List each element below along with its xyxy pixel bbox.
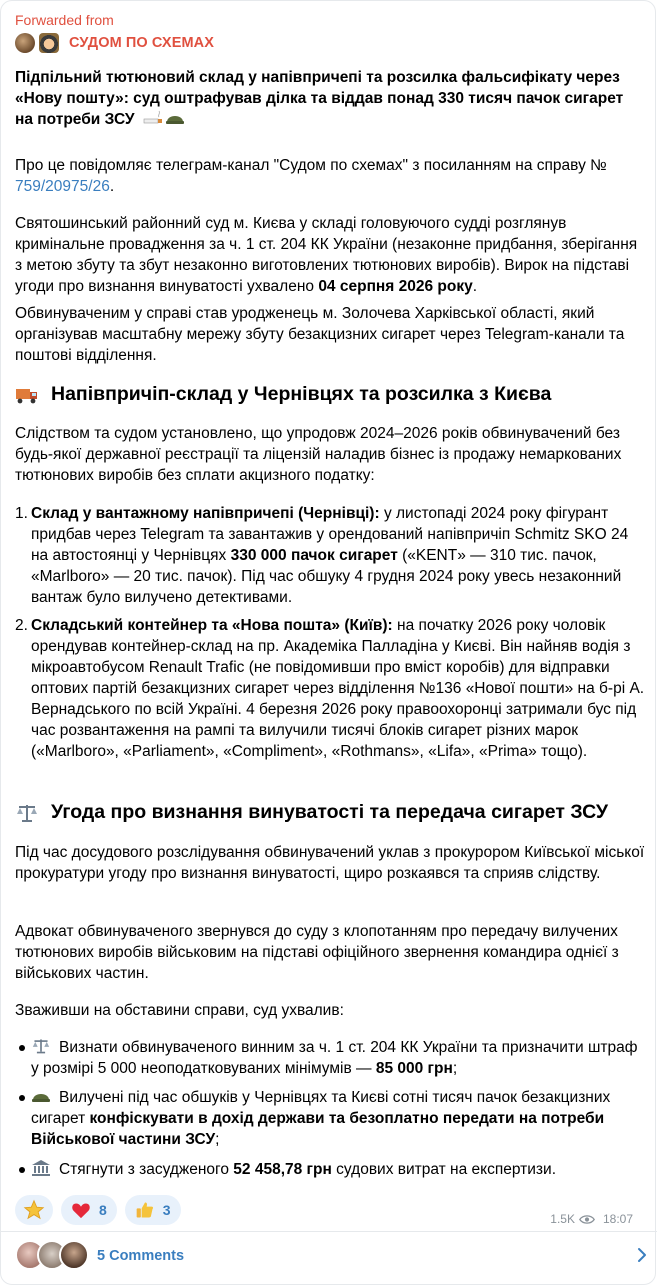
bullet-dot [19, 1095, 25, 1101]
comments-label: 5 Comments [97, 1248, 185, 1264]
eye-icon [579, 1214, 595, 1225]
bullet-bold: 52 458,78 грн [233, 1161, 332, 1178]
divider [1, 1231, 657, 1232]
chevron-right-icon [637, 1247, 647, 1268]
bullet-dot [19, 1167, 25, 1173]
bullet-bold: 85 000 грн [375, 1060, 453, 1077]
list-item-number: 1. [15, 505, 28, 522]
court-date: 04 серпня 2026 року [318, 278, 473, 295]
list-item [15, 1159, 645, 1180]
scales-icon [15, 802, 39, 824]
forwarded-label: Forwarded from [15, 12, 114, 28]
reaction-heart[interactable] [61, 1195, 117, 1225]
view-count: 1.5K [550, 1212, 575, 1226]
ruling-intro: Зваживши на обставини справи, суд ухвалив: [15, 1002, 344, 1019]
list-item-heading: Складський контейнер та «Нова пошта» (Київ): [31, 617, 393, 634]
list-item-bold: 330 000 пачок сигарет [230, 547, 398, 564]
list-item [15, 615, 645, 762]
reaction-count: 8 [99, 1202, 107, 1218]
bullet-text-end: ; [215, 1131, 220, 1148]
bullet-dot [19, 1045, 25, 1051]
truck-icon [15, 384, 39, 406]
message-time: 18:07 [602, 1212, 633, 1226]
detective-icon [39, 33, 59, 53]
reaction-star[interactable] [15, 1195, 53, 1225]
case-link[interactable]: 759/20975/26 [15, 178, 110, 195]
cookie-icon [15, 33, 35, 53]
section2-heading [15, 801, 608, 824]
list-item-heading: Склад у вантажному напівпричепі (Чернівці): [31, 505, 380, 522]
message-content [15, 11, 645, 1178]
forwarded-source-name[interactable]: СУДОМ ПО СХЕМАХ [69, 35, 214, 51]
bullet-text-end: ; [452, 1060, 458, 1077]
avatar [59, 1240, 89, 1270]
bank-icon [31, 1159, 51, 1177]
list-item-text-end: («KENT» — 310 тис. пачок, «Marlboro» — 20 тис. пачок). Під час обшуку 4 грудня 2024 року увесь незаконний вантаж було вилучено детективами. [31, 547, 622, 606]
cigarette-icon [143, 109, 163, 127]
list-item-number: 2. [15, 617, 28, 634]
intro-text: Про це повідомляє телеграм-канал "Судом по схемах" з посиланням на справу № [15, 157, 607, 174]
list-item-text: на початку 2026 року чоловік орендував контейнер-склад на пр. Академіка Палладіна у Києві. Він найняв водія з мікроавтобусом Renault Trafic (не повідомивши про вміст коробів) для відправки оптових партій безакцизних сигарет через відділення №136 «Нової пошти» на б-рі А. Вернадського по всій Україні. 4 березня 2026 року правоохоронці затримали бус під час розвантаження на рампі та вилучили тисячі блоків сигарет різних марок («Marlboro», «Parliament», «Compliment», «Rothmans», «Lifa», «Prima» тощо). [31, 617, 645, 760]
comments-button[interactable] [15, 1239, 653, 1273]
thumbs-up-icon [135, 1200, 155, 1220]
accused-paragraph: Обвинуваченим у справі став уродженець м. Золочева Харківської області, який організував масштабну мережу збуту безакцизних сигарет через Telegram-канали та поштові відділення. [15, 305, 625, 364]
commenter-avatars [15, 1240, 89, 1272]
court-paragraph [15, 213, 645, 297]
list-item [15, 503, 645, 608]
heart-icon [71, 1201, 91, 1219]
bullet-text: Вилучені під час обшуків у Чернівцях та Києві сотні тисяч пачок безакцизних сигарет [31, 1089, 611, 1127]
intro-paragraph [15, 155, 645, 197]
section2-heading-text: Угода про визнання винуватості та передача сигарет ЗСУ [51, 801, 609, 823]
list-item-text: у листопаді 2024 року фігурант придбав через Telegram та завантажив у орендований напівпричіп Schmitz SKO 24 на автостоянці у Чернівцях [31, 505, 629, 564]
plea-paragraph: Під час досудового розслідування обвинувачений уклав з прокурором Київської міської прокуратури угоду про визнання винуватості, щиро розкаявся та сприяв слідству. [15, 844, 645, 882]
star-icon [23, 1199, 45, 1221]
post-title [15, 67, 645, 130]
reaction-count: 3 [162, 1202, 171, 1218]
bullet-text: Стягнути з засудженого [59, 1161, 234, 1178]
reactions-bar [15, 1195, 189, 1225]
bullet-bold: конфіскувати в дохід держави та безоплатно передати на потреби Військової частини ЗСУ [31, 1110, 605, 1148]
post-title-text: Підпільний тютюновий склад у напівпричепі та розсилка фальсифікату через «Нову пошту»: суд оштрафував ділка та віддав понад 330 тисяч пачок сигарет на потреби ЗСУ [15, 69, 624, 128]
court-text: Святошинський районний суд м. Києва у складі головуючого судді розглянув кримінальне провадження за ч. 1 ст. 204 КК України (незаконне придбання, зберігання з метою збуту та збут незаконно виготовлених тютюнових виробів). Вирок на підставі угоди про визнання винуватості ухвалено [15, 215, 638, 295]
military-helmet-icon [165, 109, 185, 127]
scales-icon [31, 1037, 51, 1055]
bullet-text: Визнати обвинуваченого винним за ч. 1 ст. 204 КК України та призначити штраф у розмірі 5 000 неоподатковуваних мінімумів — [31, 1039, 638, 1077]
message-meta [550, 1212, 633, 1226]
section1-heading [15, 383, 551, 406]
list-item [15, 1087, 645, 1150]
list-item [15, 1037, 645, 1079]
intro-end: . [109, 178, 115, 195]
military-helmet-icon [31, 1087, 51, 1105]
bullet-text-end: судових витрат на експертизи. [331, 1161, 556, 1178]
lawyer-paragraph: Адвокат обвинуваченого звернувся до суду з клопотанням про передачу вилучених тютюнових виробів військовим на підставі офіційного звернення командира однієї з військових частин. [15, 923, 619, 982]
forwarded-source[interactable] [15, 31, 645, 55]
section1-heading-text: Напівпричіп-склад у Чернівцях та розсилка з Києва [51, 383, 552, 405]
reaction-thumbs-up[interactable] [125, 1195, 181, 1225]
section1-intro: Слідством та судом установлено, що упродовж 2024–2026 років обвинувачений без будь-якої державної реєстрації та ліцензій наладив бізнес із продажу немаркованих тютюнових виробів без сплати акцизного податку: [15, 425, 622, 484]
court-end: . [472, 278, 478, 295]
